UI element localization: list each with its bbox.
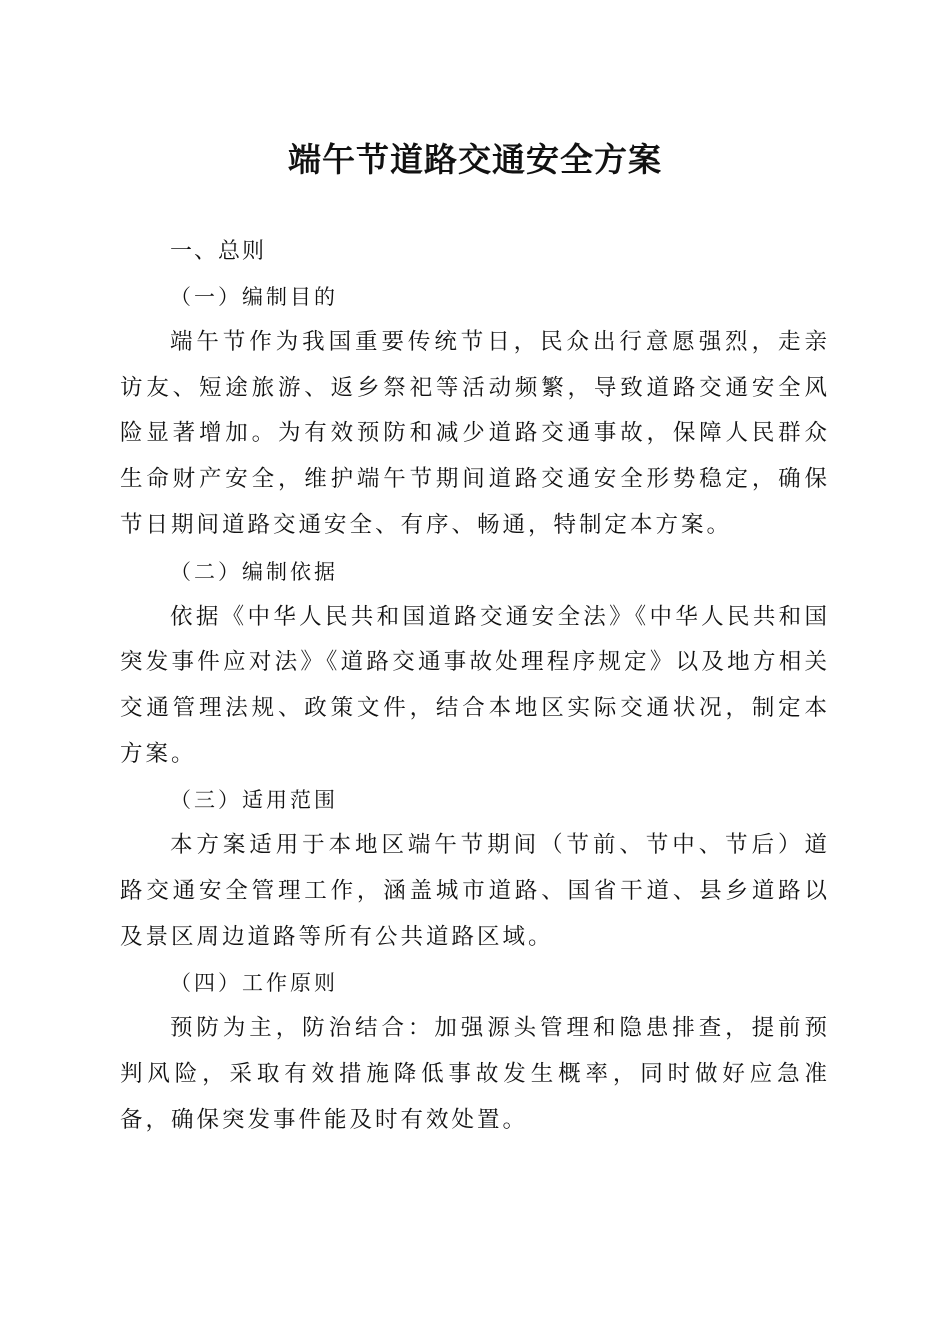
- document-body: [120, 230, 830, 1144]
- section-heading-general: 一、总则: [170, 239, 267, 264]
- subsection-heading-scope: （三）适用范围: [170, 788, 338, 813]
- paragraph-purpose: 端午节作为我国重要传统节日，民众出行意愿强烈，走亲访友、短途旅游、返乡祭祀等活动频繁，导致道路交通安全风险显著增加。为有效预防和减少道路交通事故，保障人民群众生命财产安全，维护端午节期间道路交通安全形势稳定，确保节日期间道路交通安全、有序、畅通，特制定本方案。: [120, 329, 830, 538]
- subsection-heading-basis: （二）编制依据: [170, 559, 338, 584]
- subsection-heading-purpose: （一）编制目的: [170, 285, 338, 309]
- paragraph-principles: 预防为主，防治结合：加强源头管理和隐患排查，提前预判风险，采取有效措施降低事故发生概率，同时做好应急准备，确保突发事件能及时有效处置。: [120, 1015, 830, 1133]
- subsection-heading-principles: （四）工作原则: [170, 971, 338, 996]
- paragraph-scope: 本方案适用于本地区端午节期间（节前、节中、节后）道路交通安全管理工作，涵盖城市道路、国省干道、县乡道路以及景区周边道路等所有公共道路区域。: [120, 832, 830, 950]
- paragraph-basis: 依据《中华人民共和国道路交通安全法》《中华人民共和国突发事件应对法》《道路交通事故处理程序规定》以及地方相关交通管理法规、政策文件，结合本地区实际交通状况，制定本方案。: [120, 603, 830, 767]
- document-title: 端午节道路交通安全方案: [288, 140, 662, 179]
